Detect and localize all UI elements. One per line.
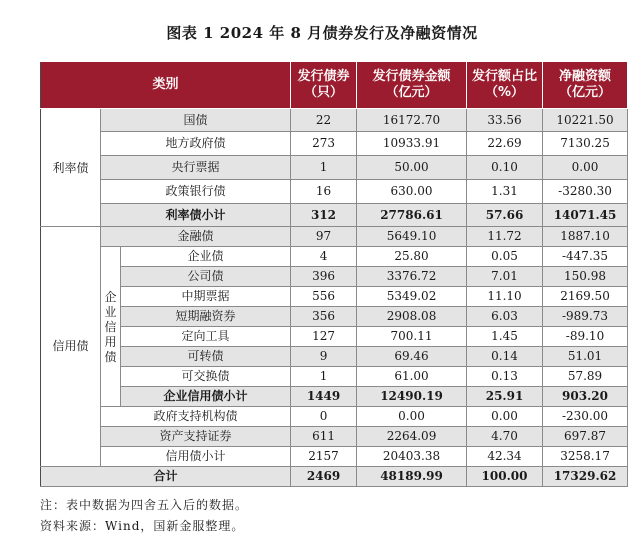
cell-ratio: 57.66 (467, 204, 543, 227)
cell-count: 127 (291, 327, 357, 347)
cell-count: 1449 (291, 387, 357, 407)
cell-count: 312 (291, 204, 357, 227)
cell-net: 51.01 (543, 347, 628, 367)
cell-amount: 69.46 (357, 347, 467, 367)
cell-amount: 10933.91 (357, 132, 467, 156)
table-row (41, 327, 628, 347)
cell-amount: 630.00 (357, 180, 467, 204)
cell-count: 1 (291, 367, 357, 387)
table-row (41, 407, 628, 427)
row-name: 信用债小计 (101, 447, 291, 467)
cell-ratio: 42.34 (467, 447, 543, 467)
row-name: 政策银行债 (101, 180, 291, 204)
cell-ratio: 1.45 (467, 327, 543, 347)
cell-net: -989.73 (543, 307, 628, 327)
cell-amount: 700.11 (357, 327, 467, 347)
cell-count: 0 (291, 407, 357, 427)
data-source: 资料来源：Wind，国新金服整理。 (40, 519, 245, 533)
cell-ratio: 0.13 (467, 367, 543, 387)
row-name: 金融债 (101, 227, 291, 247)
table-row (41, 180, 628, 204)
cell-ratio: 100.00 (467, 467, 543, 487)
cell-ratio: 0.14 (467, 347, 543, 367)
cell-net: -3280.30 (543, 180, 628, 204)
group-rate-bonds: 利率债 (41, 109, 101, 227)
table-row (41, 227, 628, 247)
cell-ratio: 6.03 (467, 307, 543, 327)
row-name: 地方政府债 (101, 132, 291, 156)
row-name: 企业信用债小计 (121, 387, 291, 407)
table-row (41, 287, 628, 307)
cell-count: 2469 (291, 467, 357, 487)
cell-net: 150.98 (543, 267, 628, 287)
cell-net: 1887.10 (543, 227, 628, 247)
cell-amount: 50.00 (357, 156, 467, 180)
header-count: 发行债券 （只） (291, 62, 357, 109)
cell-count: 22 (291, 109, 357, 132)
header-amount: 发行债券金额 （亿元） (357, 62, 467, 109)
cell-amount: 5349.02 (357, 287, 467, 307)
header-row (41, 62, 628, 109)
row-name: 资产支持证券 (101, 427, 291, 447)
cell-amount: 2264.09 (357, 427, 467, 447)
cell-amount: 3376.72 (357, 267, 467, 287)
row-name: 公司债 (121, 267, 291, 287)
row-name: 利率债小计 (101, 204, 291, 227)
cell-ratio: 0.05 (467, 247, 543, 267)
row-name: 合计 (41, 467, 291, 487)
cell-net: -89.10 (543, 327, 628, 347)
cell-count: 4 (291, 247, 357, 267)
cell-count: 9 (291, 347, 357, 367)
row-name: 政府支持机构债 (101, 407, 291, 427)
cell-amount: 27786.61 (357, 204, 467, 227)
cell-net: 2169.50 (543, 287, 628, 307)
cell-count: 97 (291, 227, 357, 247)
cell-net: 903.20 (543, 387, 628, 407)
cell-net: -230.00 (543, 407, 628, 427)
group-credit-bonds: 信用债 (41, 227, 101, 467)
table-row (41, 267, 628, 287)
row-name: 中期票据 (121, 287, 291, 307)
cell-count: 1 (291, 156, 357, 180)
cell-count: 556 (291, 287, 357, 307)
table-row (41, 132, 628, 156)
subtotal-row (41, 204, 628, 227)
bond-issuance-table (40, 61, 628, 487)
row-name: 企业债 (121, 247, 291, 267)
header-net: 净融资额 （亿元） (543, 62, 628, 109)
table-title: 图表 1 2024 年 8 月债券发行及净融资情况 (166, 24, 478, 42)
cell-amount: 25.80 (357, 247, 467, 267)
cell-net: 697.87 (543, 427, 628, 447)
cell-net: 7130.25 (543, 132, 628, 156)
cell-net: 14071.45 (543, 204, 628, 227)
header-ratio: 发行额占比 （%） (467, 62, 543, 109)
cell-amount: 5649.10 (357, 227, 467, 247)
cell-count: 396 (291, 267, 357, 287)
table-row (41, 109, 628, 132)
cell-net: 17329.62 (543, 467, 628, 487)
cell-count: 356 (291, 307, 357, 327)
table-row (41, 307, 628, 327)
cell-net: 10221.50 (543, 109, 628, 132)
cell-count: 16 (291, 180, 357, 204)
cell-ratio: 0.00 (467, 407, 543, 427)
row-name: 央行票据 (101, 156, 291, 180)
cell-ratio: 7.01 (467, 267, 543, 287)
table-note: 注：表中数据为四舍五入后的数据。 (40, 498, 249, 512)
cell-ratio: 4.70 (467, 427, 543, 447)
table-row (41, 247, 628, 267)
row-name: 可交换债 (121, 367, 291, 387)
cell-ratio: 33.56 (467, 109, 543, 132)
cell-net: 0.00 (543, 156, 628, 180)
table-row (41, 347, 628, 367)
cell-ratio: 11.10 (467, 287, 543, 307)
cell-ratio: 0.10 (467, 156, 543, 180)
cell-amount: 2908.08 (357, 307, 467, 327)
total-row (41, 467, 628, 487)
cell-amount: 20403.38 (357, 447, 467, 467)
cell-ratio: 1.31 (467, 180, 543, 204)
row-name: 短期融资券 (121, 307, 291, 327)
row-name: 国债 (101, 109, 291, 132)
header-category: 类别 (41, 62, 291, 109)
cell-amount: 48189.99 (357, 467, 467, 487)
cell-count: 611 (291, 427, 357, 447)
cell-ratio: 22.69 (467, 132, 543, 156)
table-row (41, 367, 628, 387)
cell-net: 3258.17 (543, 447, 628, 467)
cell-count: 273 (291, 132, 357, 156)
group-corporate-vertical-label: 企业信用债 (104, 290, 117, 364)
row-name: 定向工具 (121, 327, 291, 347)
cell-amount: 61.00 (357, 367, 467, 387)
cell-amount: 12490.19 (357, 387, 467, 407)
cell-net: -447.35 (543, 247, 628, 267)
row-name: 可转债 (121, 347, 291, 367)
group-corporate-credit-bonds (101, 247, 121, 407)
cell-amount: 16172.70 (357, 109, 467, 132)
cell-amount: 0.00 (357, 407, 467, 427)
table-row (41, 427, 628, 447)
cell-count: 2157 (291, 447, 357, 467)
table-row (41, 156, 628, 180)
subtotal-row (41, 447, 628, 467)
cell-ratio: 25.91 (467, 387, 543, 407)
subtotal-row (41, 387, 628, 407)
cell-ratio: 11.72 (467, 227, 543, 247)
cell-net: 57.89 (543, 367, 628, 387)
